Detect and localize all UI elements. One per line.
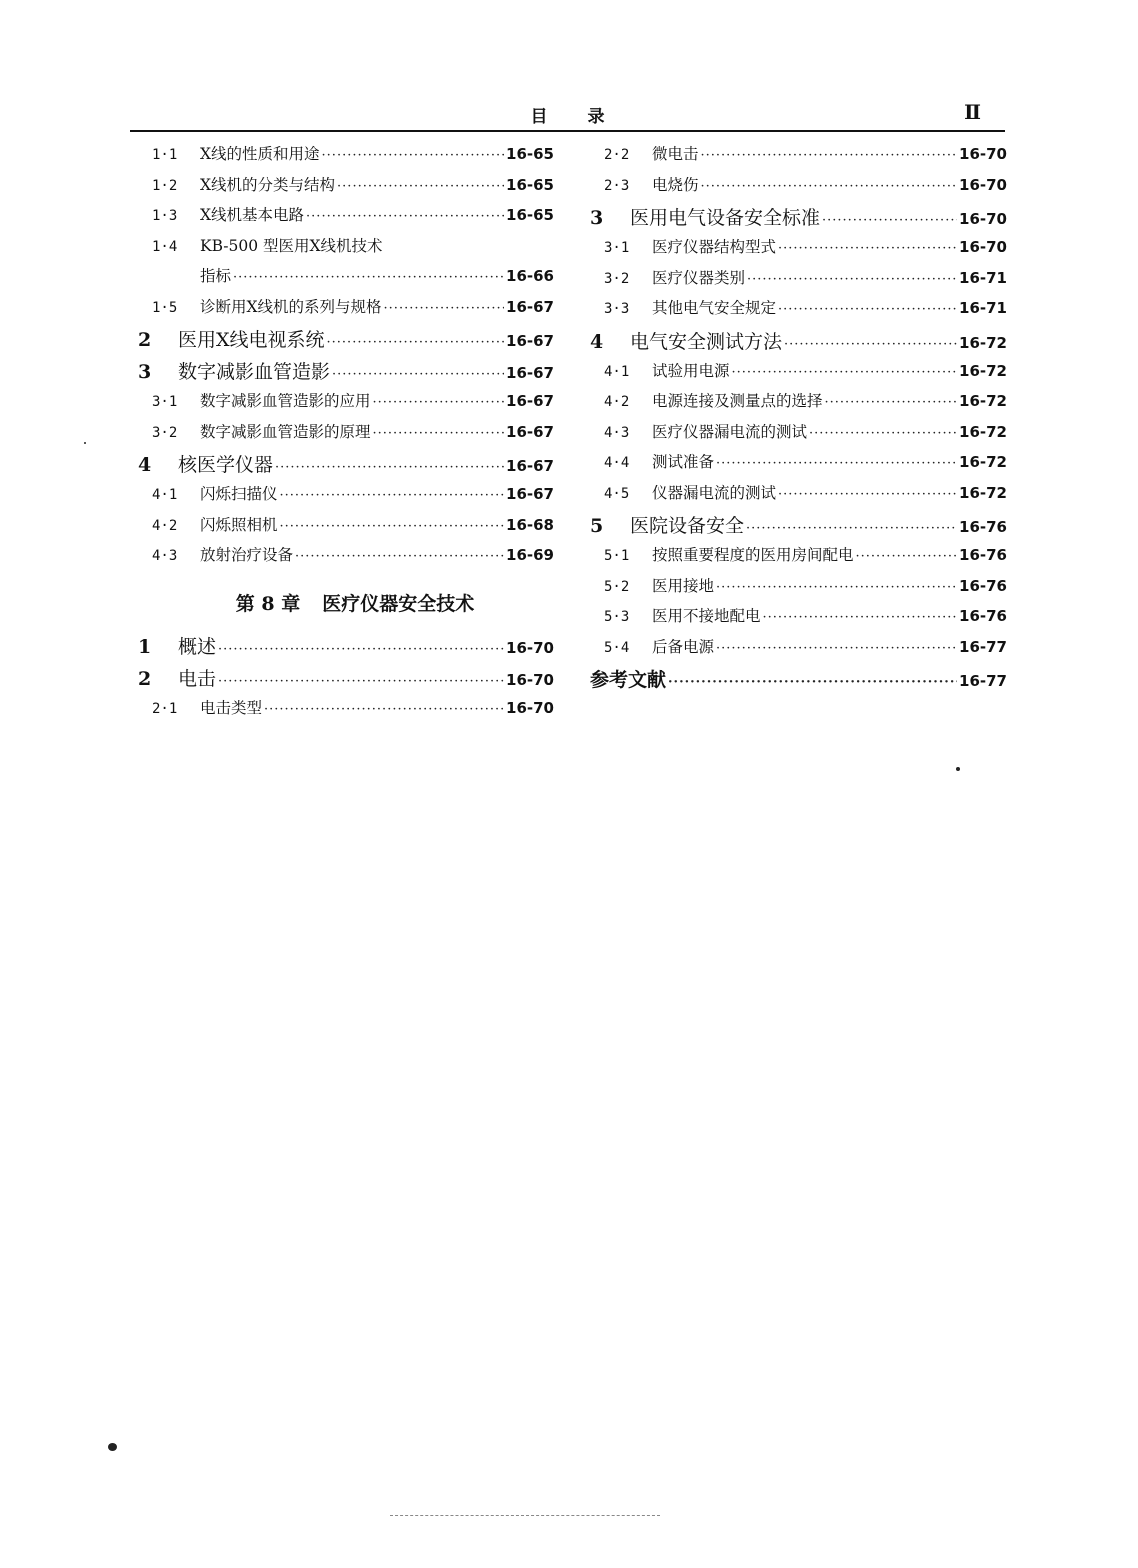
toc-entry-page: 16-70 — [959, 210, 1007, 228]
toc-entry-label: 医疗仪器类别 — [652, 268, 746, 287]
toc-entry-page: 16-77 — [959, 637, 1007, 656]
toc-entry-page: 16-76 — [959, 607, 1007, 625]
toc-entry-number: 4·1 — [152, 487, 178, 503]
toc-entry-number: 4·5 — [604, 485, 630, 502]
dot-leader — [747, 272, 957, 287]
toc-entry-label: X线机基本电路 — [200, 206, 305, 224]
toc-entry-page: 16-72 — [959, 422, 1007, 441]
toc-entry-label: X线机的分类与结构 — [200, 175, 336, 194]
dot-leader — [322, 148, 504, 163]
dot-leader — [763, 610, 958, 625]
chapter-number: 第 8 章 — [235, 593, 301, 615]
toc-entry-label: 指标 — [200, 267, 232, 285]
toc-entry-page: 16-67 — [506, 485, 554, 503]
scan-speck — [108, 1443, 117, 1451]
dot-leader — [280, 519, 505, 534]
toc-entry[interactable] — [590, 450, 1007, 481]
dot-leader — [825, 395, 958, 410]
toc-entry[interactable] — [138, 543, 554, 574]
toc-entry-page: 16-66 — [506, 267, 554, 285]
toc-entry-label: KB-500 型医用X线机技术 — [200, 236, 383, 255]
dot-leader — [373, 395, 505, 410]
toc-entry-label: 微电击 — [652, 145, 699, 163]
toc-entry-page: 16-72 — [959, 333, 1007, 352]
toc-entry-number: 5·2 — [604, 578, 630, 595]
scan-speck — [84, 442, 86, 444]
toc-entry-number: 2·3 — [604, 177, 630, 194]
toc-entry-number: 2 — [138, 329, 152, 351]
toc-entry-label: 电击类型 — [200, 698, 263, 717]
toc-entry-page: 16-70 — [506, 638, 554, 657]
toc-entry-label: 医用电气设备安全标准 — [630, 207, 821, 229]
dot-leader — [295, 549, 504, 564]
toc-entry-page: 16-71 — [959, 299, 1007, 317]
toc-entry[interactable] — [138, 664, 554, 696]
toc-entry[interactable] — [590, 604, 1007, 635]
toc-entry-number: 5·1 — [604, 548, 630, 564]
toc-entry-label: 电气安全测试方法 — [630, 330, 783, 353]
dot-leader — [280, 488, 505, 503]
toc-list-left-lower — [138, 632, 554, 727]
toc-entry-page: 16-65 — [506, 175, 554, 194]
dot-leader — [327, 335, 504, 350]
toc-entry-page: 16-65 — [506, 145, 554, 163]
toc-entry-label: 医用X线电视系统 — [178, 329, 325, 351]
toc-entry[interactable] — [590, 296, 1007, 327]
dot-leader — [701, 179, 958, 194]
toc-entry-label: 医疗仪器漏电流的测试 — [652, 422, 808, 441]
toc-entry[interactable] — [138, 264, 554, 295]
scan-speck — [956, 767, 960, 771]
toc-entry-page: 16-72 — [959, 453, 1007, 471]
dot-leader — [716, 641, 957, 656]
chapter-heading — [138, 574, 554, 632]
toc-entry-label: 数字减影血管造影 — [178, 361, 331, 383]
toc-entry[interactable] — [138, 513, 554, 544]
toc-entry-label: 电击 — [178, 667, 217, 690]
toc-entry-label: 电烧伤 — [652, 175, 699, 194]
toc-entry[interactable] — [590, 142, 1007, 173]
toc-entry-page: 16-72 — [959, 392, 1007, 410]
toc-entry[interactable] — [138, 389, 554, 420]
toc-entry-label: 放射治疗设备 — [200, 546, 294, 564]
toc-entry-number: 1·3 — [152, 208, 178, 224]
toc-entry[interactable] — [138, 357, 554, 389]
dot-leader — [822, 213, 957, 228]
toc-entry-page: 16-67 — [506, 392, 554, 410]
dot-leader — [275, 460, 504, 475]
toc-entry-page: 16-67 — [506, 364, 554, 382]
toc-entry-label: 试验用电源 — [652, 361, 730, 380]
dot-leader — [332, 367, 504, 382]
toc-entry-references[interactable] — [590, 665, 1007, 699]
toc-entry-label: X线的性质和用途 — [200, 145, 320, 163]
toc-entry-page: 16-72 — [959, 483, 1007, 502]
dot-leader — [778, 302, 957, 317]
dot-leader — [668, 675, 957, 690]
toc-entry-label: 数字减影血管造影的原理 — [200, 422, 371, 441]
toc-entry[interactable] — [138, 234, 554, 265]
toc-entry[interactable] — [138, 450, 554, 482]
toc-entry[interactable] — [138, 420, 554, 451]
toc-list-right — [590, 142, 1007, 699]
toc-entry-number: 4·3 — [152, 548, 178, 564]
toc-entry[interactable] — [590, 389, 1007, 420]
toc-entry-page: 16-76 — [959, 518, 1007, 536]
toc-entry-page: 16-70 — [959, 238, 1007, 256]
dot-leader — [306, 209, 504, 224]
page-header — [130, 100, 1005, 132]
toc-entry[interactable] — [590, 420, 1007, 451]
toc-entry-label: 电源连接及测量点的选择 — [652, 392, 823, 410]
toc-entry[interactable] — [590, 235, 1007, 266]
toc-list-left-upper — [138, 142, 554, 574]
toc-entry-number: 1·2 — [152, 177, 178, 194]
chapter-title: 医疗仪器安全技术 — [322, 593, 475, 615]
toc-entry[interactable] — [590, 635, 1007, 666]
dot-leader — [716, 456, 957, 471]
toc-entry-page: 16-76 — [959, 576, 1007, 595]
toc-entry-label: 医疗仪器结构型式 — [652, 238, 777, 256]
toc-entry-number: 5·3 — [604, 609, 630, 625]
toc-entry-label: 测试准备 — [652, 453, 715, 471]
toc-entry-label: 后备电源 — [652, 637, 715, 656]
toc-entry-label: 医用不接地配电 — [652, 607, 761, 625]
toc-entry-number: 5 — [590, 515, 604, 537]
toc-entry-page: 16-70 — [506, 670, 554, 689]
toc-entry-number: 4 — [138, 454, 152, 476]
toc-entry-page: 16-67 — [506, 332, 554, 350]
toc-entry-label: 闪烁扫描仪 — [200, 485, 278, 503]
scan-artifact-line — [390, 1515, 660, 1516]
toc-entry-label: 医院设备安全 — [630, 515, 745, 537]
page-number: Ⅱ — [964, 100, 981, 124]
toc-entry-number: 3·1 — [604, 240, 630, 256]
toc-entry[interactable] — [138, 173, 554, 204]
toc-entry[interactable] — [590, 173, 1007, 204]
toc-entry-number: 1·5 — [152, 299, 178, 316]
toc-entry-label: 其他电气安全规定 — [652, 299, 777, 317]
toc-entry[interactable] — [590, 327, 1007, 359]
toc-entry[interactable] — [590, 359, 1007, 390]
dot-leader — [384, 301, 504, 316]
toc-entry[interactable] — [590, 266, 1007, 297]
dot-leader — [809, 426, 957, 441]
toc-entry-number: 2 — [138, 667, 152, 690]
dot-leader — [784, 337, 957, 352]
toc-entry-page: 16-67 — [506, 422, 554, 441]
dot-leader — [732, 365, 958, 380]
toc-entry-number: 4·1 — [604, 363, 630, 380]
toc-entry-page: 16-65 — [506, 206, 554, 224]
toc-entry-page: 16-70 — [506, 698, 554, 717]
toc-entry[interactable] — [138, 203, 554, 234]
running-title: 目录 — [530, 107, 645, 127]
toc-entry[interactable] — [138, 295, 554, 326]
toc-entry[interactable] — [590, 511, 1007, 543]
toc-entry-label: 核医学仪器 — [178, 454, 274, 476]
toc-entry-number: 2·1 — [152, 700, 178, 717]
toc-entry-label: 按照重要程度的医用房间配电 — [652, 546, 854, 564]
toc-entry-label: 医用接地 — [652, 576, 715, 595]
toc-entry[interactable] — [138, 632, 554, 664]
toc-entry-page: 16-71 — [959, 268, 1007, 287]
toc-entry-number: 3 — [590, 207, 604, 229]
toc-entry-number: 3 — [138, 361, 152, 383]
toc-entry-label: 诊断用X线机的系列与规格 — [200, 297, 382, 316]
dot-leader — [778, 241, 957, 256]
toc-entry[interactable] — [590, 574, 1007, 605]
dot-leader — [233, 270, 504, 285]
toc-entry-number: 3·2 — [604, 270, 630, 287]
toc-entry-page: 16-69 — [506, 546, 554, 564]
toc-entry[interactable] — [138, 325, 554, 357]
toc-entry-number: 4 — [590, 330, 604, 353]
toc-entry-page: 16-68 — [506, 515, 554, 534]
toc-entry[interactable] — [138, 142, 554, 173]
toc-entry-number: 1 — [138, 635, 152, 658]
toc-entry[interactable] — [590, 481, 1007, 512]
toc-entry[interactable] — [590, 543, 1007, 574]
toc-column-right — [590, 142, 1007, 699]
toc-entry-page: 16-72 — [959, 361, 1007, 380]
toc-entry-number: 3·2 — [152, 424, 178, 441]
dot-leader — [701, 148, 958, 163]
toc-entry-page: 16-67 — [506, 297, 554, 316]
dot-leader — [856, 549, 958, 564]
toc-entry-page: 16-70 — [959, 145, 1007, 163]
toc-entry-number: 1·4 — [152, 238, 178, 255]
toc-entry-number: 3·3 — [604, 301, 630, 317]
toc-entry-number: 1·1 — [152, 147, 178, 163]
toc-entry-page: 16-67 — [506, 457, 554, 475]
toc-entry-label: 数字减影血管造影的应用 — [200, 392, 371, 410]
toc-entry-page: 16-70 — [959, 175, 1007, 194]
toc-entry-number: 4·3 — [604, 424, 630, 441]
toc-entry-number: 4·2 — [604, 394, 630, 410]
dot-leader — [264, 702, 504, 717]
toc-entry-number: 4·2 — [152, 517, 178, 534]
dot-leader — [373, 426, 505, 441]
toc-entry[interactable] — [138, 482, 554, 513]
toc-entry-page: 16-77 — [959, 672, 1007, 690]
toc-entry[interactable] — [590, 203, 1007, 235]
toc-entry-number: 5·4 — [604, 639, 630, 656]
dot-leader — [778, 487, 957, 502]
toc-entry-label: 概述 — [178, 635, 217, 658]
dot-leader — [218, 674, 504, 689]
toc-entry-label: 参考文献 — [590, 669, 667, 691]
toc-entry-page: 16-76 — [959, 546, 1007, 564]
toc-entry[interactable] — [138, 696, 554, 727]
toc-entry-label: 仪器漏电流的测试 — [652, 483, 777, 502]
toc-entry-number: 4·4 — [604, 455, 630, 471]
dot-leader — [218, 642, 504, 657]
dot-leader — [716, 580, 957, 595]
toc-entry-label: 闪烁照相机 — [200, 515, 278, 534]
toc-entry-number: 2·2 — [604, 147, 630, 163]
dot-leader — [337, 179, 504, 194]
toc-column-left — [138, 142, 554, 726]
dot-leader — [746, 521, 957, 536]
toc-entry-number: 3·1 — [152, 394, 178, 410]
